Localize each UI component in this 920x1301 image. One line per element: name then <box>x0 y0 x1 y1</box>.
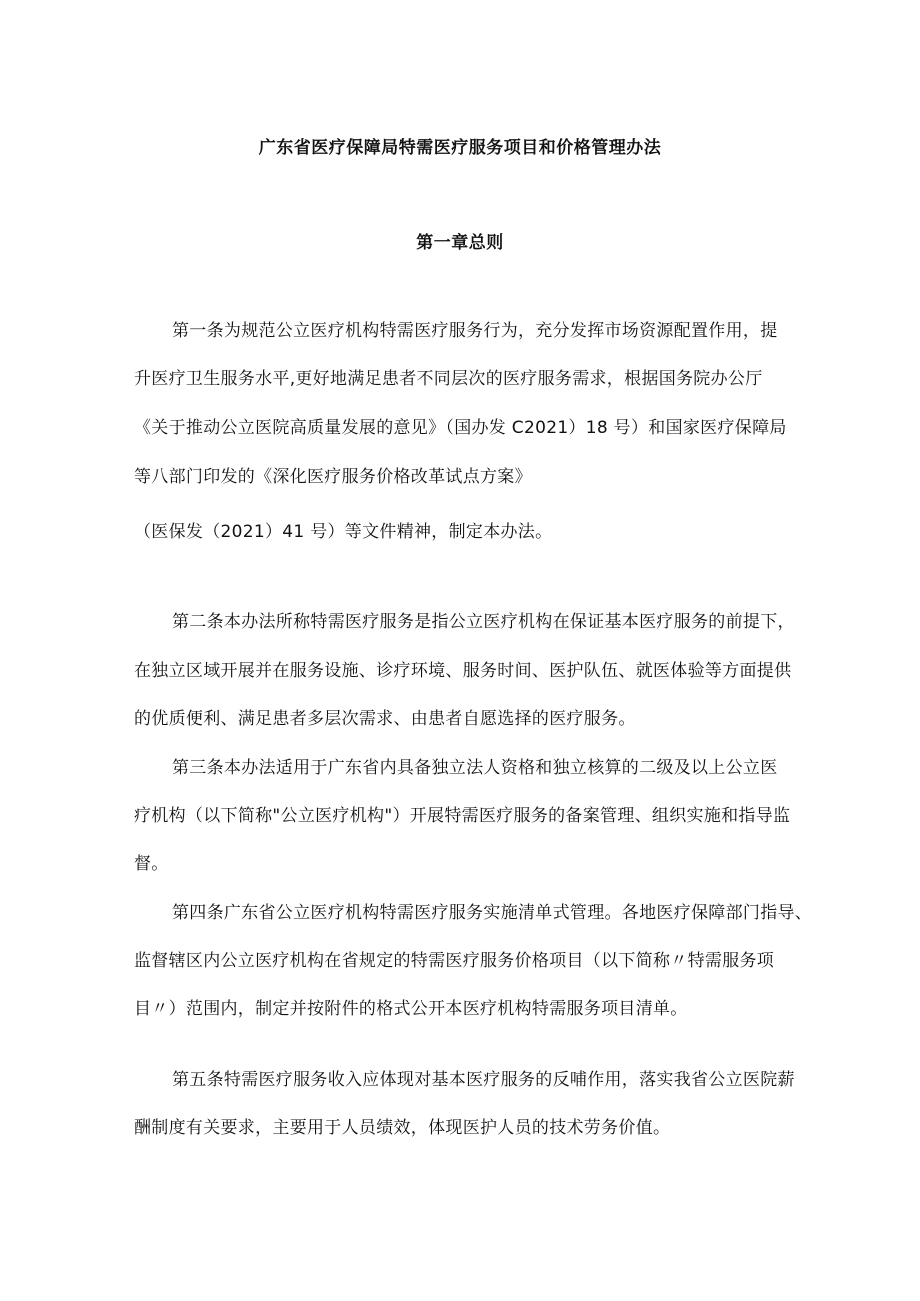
article-1-line-4: 等八部门印发的《深化医疗服务价格改革试点方案》 <box>134 467 532 487</box>
article-5-line-2: 酬制度有关要求，主要用于人员绩效，体现医护人员的技术劳务价值。 <box>134 1118 671 1138</box>
article-4-line-1: 第四条广东省公立医疗机构特需医疗服务实施清单式管理。各地医疗保障部门指导、 <box>172 903 813 923</box>
article-4-line-2: 监督辖区内公立医疗机构在省规定的特需医疗服务价格项目（以下简称〃特需服务项 <box>134 951 775 971</box>
article-2-line-3: 的优质便利、满足患者多层次需求、由患者自愿选择的医疗服务。 <box>134 709 636 729</box>
article-5-line-1: 第五条特需医疗服务收入应体现对基本医疗服务的反哺作用，落实我省公立医院薪 <box>172 1070 795 1090</box>
article-3-line-1: 第三条本办法适用于广东省内具备独立法人资格和独立核算的二级及以上公立医 <box>172 758 778 778</box>
document-title: 广东省医疗保障局特需医疗服务项目和价格管理办法 <box>258 138 662 158</box>
article-3-line-2: 疗机构（以下简称"公立医疗机构"）开展特需医疗服务的备案管理、组织实施和指导监 <box>134 806 791 826</box>
article-1-line-2: 升医疗卫生服务水平,更好地满足患者不同层次的医疗服务需求，根据国务院办公厅 <box>134 369 763 389</box>
article-1-line-5: （医保发（2021）41 号）等文件精神，制定本办法。 <box>134 522 553 542</box>
article-4-line-3: 目〃）范围内，制定并按附件的格式公开本医疗机构特需服务项目清单。 <box>134 999 688 1019</box>
article-2-line-1: 第二条本办法所称特需医疗服务是指公立医疗机构在保证基本医疗服务的前提下， <box>172 612 795 632</box>
article-3-line-3: 督。 <box>134 854 169 874</box>
article-1-line-1: 第一条为规范公立医疗机构特需医疗服务行为，充分发挥市场资源配置作用，提 <box>172 321 778 341</box>
article-2-line-2: 在独立区域开展并在服务设施、诊疗环境、服务时间、医护队伍、就医体验等方面提供 <box>134 661 792 681</box>
chapter-heading: 第一章总则 <box>416 233 504 253</box>
article-1-line-3: 《关于推动公立医院高质量发展的意见》（国办发 C2021）18 号）和国家医疗保障局 <box>134 418 787 438</box>
